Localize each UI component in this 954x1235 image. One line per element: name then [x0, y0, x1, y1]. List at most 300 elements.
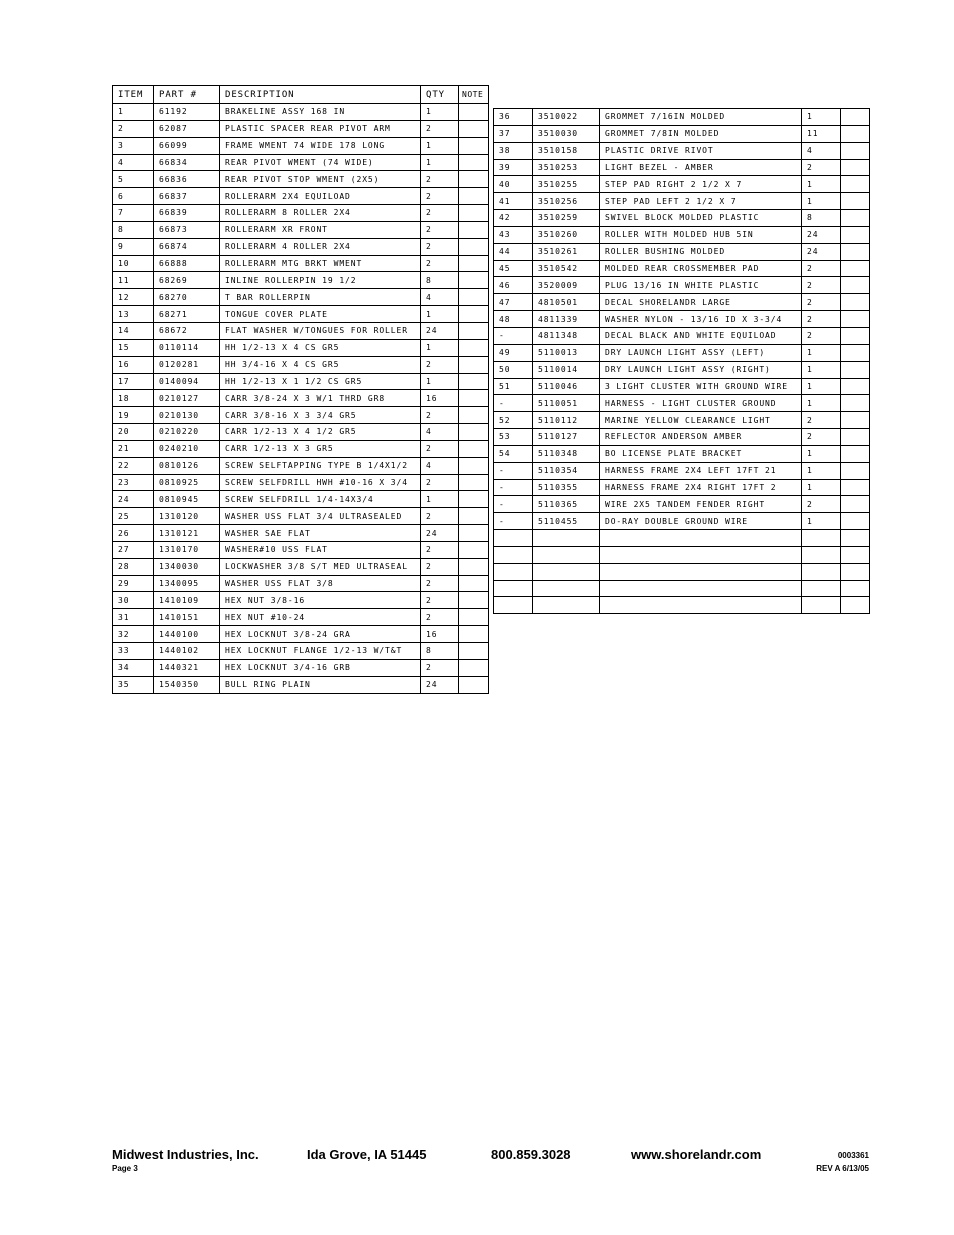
- cell-qty: 2: [421, 558, 459, 575]
- cell-item: 4: [113, 154, 154, 171]
- table-row: [494, 277, 870, 294]
- cell-qty: 1: [802, 361, 841, 378]
- table-row: [113, 474, 489, 491]
- cell-qty: 2: [421, 592, 459, 609]
- cell-description: GROMMET 7/8IN MOLDED: [600, 125, 802, 142]
- cell-qty: 24: [421, 322, 459, 339]
- cell-note: [841, 361, 870, 378]
- cell-description: HEX NUT #10-24: [220, 609, 421, 626]
- cell-item: -: [494, 327, 533, 344]
- cell-qty: [802, 563, 841, 580]
- footer-doc-number: 0003361: [837, 1151, 869, 1160]
- cell-qty: 1: [802, 176, 841, 193]
- cell-note: [459, 541, 489, 558]
- cell-description: HH 1/2-13 X 1 1/2 CS GR5: [220, 373, 421, 390]
- cell-part-number: 4811339: [533, 311, 600, 328]
- cell-part-number: 0140094: [154, 373, 220, 390]
- cell-note: [841, 597, 870, 614]
- cell-item: 50: [494, 361, 533, 378]
- cell-note: [459, 676, 489, 693]
- cell-item: 26: [113, 525, 154, 542]
- cell-note: [841, 277, 870, 294]
- cell-part-number: 1340095: [154, 575, 220, 592]
- cell-item: 30: [113, 592, 154, 609]
- footer-page: Page 3: [112, 1164, 138, 1173]
- cell-item: 44: [494, 243, 533, 260]
- cell-description: FRAME WMENT 74 WIDE 178 LONG: [220, 137, 421, 154]
- table-row: [113, 407, 489, 424]
- cell-part-number: 3520009: [533, 277, 600, 294]
- cell-note: [459, 609, 489, 626]
- cell-qty: 2: [421, 407, 459, 424]
- cell-qty: 2: [421, 356, 459, 373]
- cell-item: 17: [113, 373, 154, 390]
- table-header-row: [113, 86, 489, 104]
- cell-note: [841, 563, 870, 580]
- cell-description: DRY LAUNCH LIGHT ASSY (RIGHT): [600, 361, 802, 378]
- table-row: [494, 412, 870, 429]
- cell-item: 45: [494, 260, 533, 277]
- cell-qty: 1: [802, 445, 841, 462]
- cell-part-number: 3510260: [533, 226, 600, 243]
- cell-item: 21: [113, 440, 154, 457]
- cell-note: [459, 289, 489, 306]
- cell-item: 13: [113, 306, 154, 323]
- cell-note: [459, 120, 489, 137]
- cell-item: [494, 580, 533, 597]
- cell-item: 1: [113, 104, 154, 121]
- table-row: [113, 659, 489, 676]
- table-row: [113, 558, 489, 575]
- cell-note: [841, 445, 870, 462]
- cell-qty: 1: [802, 395, 841, 412]
- cell-description: HARNESS FRAME 2X4 LEFT 17FT 21: [600, 462, 802, 479]
- cell-note: [459, 171, 489, 188]
- cell-description: HH 3/4-16 X 4 CS GR5: [220, 356, 421, 373]
- cell-item: 32: [113, 626, 154, 643]
- table-row: [494, 193, 870, 210]
- cell-part-number: 5110046: [533, 378, 600, 395]
- cell-item: 29: [113, 575, 154, 592]
- cell-part-number: 3510259: [533, 210, 600, 227]
- cell-description: CARR 3/8-16 X 3 3/4 GR5: [220, 407, 421, 424]
- table-row: [113, 154, 489, 171]
- cell-item: 31: [113, 609, 154, 626]
- cell-part-number: 5110348: [533, 445, 600, 462]
- cell-qty: 24: [802, 243, 841, 260]
- table-row: [113, 322, 489, 339]
- table-row: [494, 479, 870, 496]
- cell-item: 34: [113, 659, 154, 676]
- cell-description: ROLLER WITH MOLDED HUB 5IN: [600, 226, 802, 243]
- table-row: [113, 609, 489, 626]
- cell-item: 52: [494, 412, 533, 429]
- cell-part-number: [533, 530, 600, 547]
- cell-description: BO LICENSE PLATE BRACKET: [600, 445, 802, 462]
- cell-note: [459, 491, 489, 508]
- cell-part-number: 0810925: [154, 474, 220, 491]
- cell-part-number: 5110014: [533, 361, 600, 378]
- table-row: [494, 294, 870, 311]
- cell-qty: 1: [802, 513, 841, 530]
- cell-item: 5: [113, 171, 154, 188]
- cell-item: 39: [494, 159, 533, 176]
- cell-qty: 24: [421, 676, 459, 693]
- table-row: [113, 104, 489, 121]
- cell-qty: 8: [421, 272, 459, 289]
- cell-part-number: 5110355: [533, 479, 600, 496]
- cell-item: 22: [113, 457, 154, 474]
- table-row: [494, 344, 870, 361]
- cell-note: [841, 159, 870, 176]
- table-row: [494, 445, 870, 462]
- cell-note: [841, 176, 870, 193]
- cell-description: HARNESS FRAME 2X4 RIGHT 17FT 2: [600, 479, 802, 496]
- cell-description: CARR 3/8-24 X 3 W/1 THRD GR8: [220, 390, 421, 407]
- table-row: [113, 643, 489, 660]
- table-row: [113, 491, 489, 508]
- cell-qty: 16: [421, 626, 459, 643]
- table-row: [113, 238, 489, 255]
- cell-note: [841, 260, 870, 277]
- cell-description: INLINE ROLLERPIN 19 1/2: [220, 272, 421, 289]
- cell-item: 53: [494, 429, 533, 446]
- cell-note: [841, 513, 870, 530]
- cell-item: 37: [494, 125, 533, 142]
- cell-note: [459, 188, 489, 205]
- cell-description: WASHER SAE FLAT: [220, 525, 421, 542]
- table-row: [113, 120, 489, 137]
- cell-note: [459, 457, 489, 474]
- cell-note: [459, 373, 489, 390]
- cell-description: HEX LOCKNUT 3/8-24 GRA: [220, 626, 421, 643]
- cell-note: [459, 407, 489, 424]
- cell-description: BULL RING PLAIN: [220, 676, 421, 693]
- cell-part-number: 1410151: [154, 609, 220, 626]
- cell-item: 24: [113, 491, 154, 508]
- table-row: [113, 356, 489, 373]
- cell-part-number: 1310121: [154, 525, 220, 542]
- cell-part-number: [533, 563, 600, 580]
- table-row: [113, 188, 489, 205]
- cell-note: [459, 575, 489, 592]
- cell-qty: 2: [802, 327, 841, 344]
- table-row: [494, 395, 870, 412]
- cell-qty: 2: [421, 188, 459, 205]
- cell-qty: [802, 597, 841, 614]
- cell-item: 40: [494, 176, 533, 193]
- cell-description: CARR 1/2-13 X 3 GR5: [220, 440, 421, 457]
- cell-note: [841, 462, 870, 479]
- cell-note: [459, 306, 489, 323]
- cell-qty: 2: [802, 294, 841, 311]
- cell-part-number: 1440321: [154, 659, 220, 676]
- cell-qty: 2: [421, 120, 459, 137]
- cell-qty: 2: [802, 311, 841, 328]
- table-row: [494, 546, 870, 563]
- cell-qty: 1: [802, 378, 841, 395]
- cell-item: 3: [113, 137, 154, 154]
- cell-qty: 2: [421, 238, 459, 255]
- table-row: [113, 676, 489, 693]
- cell-description: [600, 580, 802, 597]
- cell-part-number: 66873: [154, 221, 220, 238]
- cell-note: [841, 479, 870, 496]
- table-row: [494, 311, 870, 328]
- cell-description: REFLECTOR ANDERSON AMBER: [600, 429, 802, 446]
- table-row: [494, 563, 870, 580]
- cell-note: [841, 580, 870, 597]
- cell-item: 9: [113, 238, 154, 255]
- table-row: [113, 508, 489, 525]
- cell-note: [841, 546, 870, 563]
- cell-item: 41: [494, 193, 533, 210]
- table-row: [494, 142, 870, 159]
- table-row: [494, 125, 870, 142]
- cell-qty: 1: [421, 154, 459, 171]
- cell-description: TONGUE COVER PLATE: [220, 306, 421, 323]
- cell-qty: 1: [802, 109, 841, 126]
- cell-item: 12: [113, 289, 154, 306]
- cell-item: 42: [494, 210, 533, 227]
- table-row: [113, 255, 489, 272]
- cell-qty: 2: [421, 205, 459, 222]
- table-row: [494, 580, 870, 597]
- cell-note: [841, 125, 870, 142]
- cell-item: 14: [113, 322, 154, 339]
- cell-item: [494, 530, 533, 547]
- cell-part-number: 0810126: [154, 457, 220, 474]
- table-row: [494, 462, 870, 479]
- cell-part-number: 66839: [154, 205, 220, 222]
- cell-note: [841, 412, 870, 429]
- cell-part-number: [533, 597, 600, 614]
- table-row: [113, 171, 489, 188]
- footer-city: Ida Grove, IA 51445: [307, 1147, 427, 1162]
- cell-qty: 1: [421, 137, 459, 154]
- cell-part-number: 5110354: [533, 462, 600, 479]
- cell-description: ROLLER BUSHING MOLDED: [600, 243, 802, 260]
- cell-note: [841, 311, 870, 328]
- cell-note: [459, 474, 489, 491]
- cell-qty: 11: [802, 125, 841, 142]
- cell-note: [459, 205, 489, 222]
- cell-item: -: [494, 496, 533, 513]
- cell-qty: 1: [802, 344, 841, 361]
- cell-item: 15: [113, 339, 154, 356]
- cell-qty: 2: [802, 260, 841, 277]
- cell-description: HH 1/2-13 X 4 CS GR5: [220, 339, 421, 356]
- cell-note: [459, 238, 489, 255]
- cell-note: [841, 344, 870, 361]
- cell-item: 20: [113, 424, 154, 441]
- cell-note: [841, 294, 870, 311]
- cell-item: [494, 563, 533, 580]
- cell-part-number: [533, 546, 600, 563]
- table-row: [113, 373, 489, 390]
- cell-part-number: 1310120: [154, 508, 220, 525]
- cell-description: HEX NUT 3/8-16: [220, 592, 421, 609]
- cell-qty: 24: [802, 226, 841, 243]
- cell-qty: 16: [421, 390, 459, 407]
- cell-qty: 2: [802, 496, 841, 513]
- cell-note: [841, 429, 870, 446]
- cell-description: WASHER USS FLAT 3/8: [220, 575, 421, 592]
- cell-note: [459, 424, 489, 441]
- header-qty: QTY: [421, 86, 459, 104]
- cell-item: 10: [113, 255, 154, 272]
- cell-item: 54: [494, 445, 533, 462]
- cell-item: 46: [494, 277, 533, 294]
- cell-part-number: 1440102: [154, 643, 220, 660]
- cell-part-number: 4810501: [533, 294, 600, 311]
- header-note: NOTE: [459, 86, 489, 104]
- footer-revision: REV A 6/13/05: [816, 1164, 869, 1173]
- cell-description: HARNESS - LIGHT CLUSTER GROUND: [600, 395, 802, 412]
- cell-qty: 1: [802, 479, 841, 496]
- cell-item: -: [494, 479, 533, 496]
- table-row: [494, 226, 870, 243]
- table-row: [113, 272, 489, 289]
- cell-note: [459, 626, 489, 643]
- cell-note: [841, 142, 870, 159]
- cell-qty: 2: [802, 429, 841, 446]
- cell-qty: 2: [421, 221, 459, 238]
- cell-item: 36: [494, 109, 533, 126]
- cell-description: SCREW SELFTAPPING TYPE B 1/4X1/2: [220, 457, 421, 474]
- cell-item: 43: [494, 226, 533, 243]
- cell-note: [459, 440, 489, 457]
- cell-qty: 2: [421, 440, 459, 457]
- table-row: [113, 137, 489, 154]
- cell-qty: 2: [421, 575, 459, 592]
- cell-item: 48: [494, 311, 533, 328]
- cell-item: 23: [113, 474, 154, 491]
- table-row: [113, 575, 489, 592]
- cell-description: SCREW SELFDRILL HWH #10-16 X 3/4: [220, 474, 421, 491]
- table-row: [113, 525, 489, 542]
- cell-description: HEX LOCKNUT FLANGE 1/2-13 W/T&T: [220, 643, 421, 660]
- cell-part-number: 5110365: [533, 496, 600, 513]
- cell-note: [841, 496, 870, 513]
- cell-qty: [802, 580, 841, 597]
- cell-part-number: 5110051: [533, 395, 600, 412]
- cell-description: HEX LOCKNUT 3/4-16 GRB: [220, 659, 421, 676]
- cell-item: 25: [113, 508, 154, 525]
- cell-part-number: 5110013: [533, 344, 600, 361]
- cell-item: 35: [113, 676, 154, 693]
- cell-note: [841, 109, 870, 126]
- cell-part-number: 62087: [154, 120, 220, 137]
- cell-description: ROLLERARM MTG BRKT WMENT: [220, 255, 421, 272]
- cell-part-number: 66888: [154, 255, 220, 272]
- cell-qty: 1: [421, 339, 459, 356]
- cell-part-number: 61192: [154, 104, 220, 121]
- table-row: [113, 424, 489, 441]
- cell-part-number: 68270: [154, 289, 220, 306]
- table-row: [494, 159, 870, 176]
- cell-part-number: 3510542: [533, 260, 600, 277]
- cell-item: 51: [494, 378, 533, 395]
- cell-item: -: [494, 462, 533, 479]
- cell-qty: 2: [421, 659, 459, 676]
- cell-description: LOCKWASHER 3/8 S/T MED ULTRASEAL: [220, 558, 421, 575]
- cell-note: [459, 592, 489, 609]
- cell-part-number: 0120281: [154, 356, 220, 373]
- cell-note: [841, 327, 870, 344]
- cell-qty: 1: [802, 462, 841, 479]
- footer-company: Midwest Industries, Inc.: [112, 1147, 259, 1162]
- table-row: [113, 626, 489, 643]
- cell-part-number: 3510022: [533, 109, 600, 126]
- cell-part-number: 3510030: [533, 125, 600, 142]
- cell-qty: 8: [421, 643, 459, 660]
- cell-description: REAR PIVOT STOP WMENT (2X5): [220, 171, 421, 188]
- cell-note: [459, 154, 489, 171]
- cell-part-number: 0810945: [154, 491, 220, 508]
- cell-description: STEP PAD LEFT 2 1/2 X 7: [600, 193, 802, 210]
- cell-qty: 2: [421, 508, 459, 525]
- cell-item: 2: [113, 120, 154, 137]
- table-row: [113, 592, 489, 609]
- cell-part-number: 3510158: [533, 142, 600, 159]
- cell-description: ROLLERARM 8 ROLLER 2X4: [220, 205, 421, 222]
- cell-item: 38: [494, 142, 533, 159]
- cell-qty: [802, 546, 841, 563]
- table-row: [113, 457, 489, 474]
- cell-part-number: 1440100: [154, 626, 220, 643]
- cell-description: SWIVEL BLOCK MOLDED PLASTIC: [600, 210, 802, 227]
- cell-note: [841, 210, 870, 227]
- cell-part-number: 5110112: [533, 412, 600, 429]
- cell-item: [494, 546, 533, 563]
- cell-part-number: 1310170: [154, 541, 220, 558]
- cell-part-number: 66099: [154, 137, 220, 154]
- table-row: [494, 513, 870, 530]
- cell-qty: 4: [421, 457, 459, 474]
- cell-description: DECAL BLACK AND WHITE EQUILOAD: [600, 327, 802, 344]
- cell-note: [459, 643, 489, 660]
- cell-description: GROMMET 7/16IN MOLDED: [600, 109, 802, 126]
- table-row: [113, 390, 489, 407]
- cell-note: [459, 104, 489, 121]
- cell-part-number: 4811348: [533, 327, 600, 344]
- cell-description: BRAKELINE ASSY 168 IN: [220, 104, 421, 121]
- table-row: [494, 530, 870, 547]
- cell-description: DO-RAY DOUBLE GROUND WIRE: [600, 513, 802, 530]
- cell-note: [841, 193, 870, 210]
- cell-description: LIGHT BEZEL - AMBER: [600, 159, 802, 176]
- cell-qty: 1: [421, 104, 459, 121]
- cell-qty: 2: [802, 159, 841, 176]
- cell-item: 49: [494, 344, 533, 361]
- cell-item: 19: [113, 407, 154, 424]
- cell-description: PLASTIC DRIVE RIVOT: [600, 142, 802, 159]
- cell-qty: 2: [421, 609, 459, 626]
- header-part: PART #: [154, 86, 220, 104]
- cell-item: 18: [113, 390, 154, 407]
- table-row: [113, 306, 489, 323]
- table-row: [494, 243, 870, 260]
- cell-qty: 2: [421, 541, 459, 558]
- cell-part-number: 0240210: [154, 440, 220, 457]
- cell-item: 28: [113, 558, 154, 575]
- table-row: [494, 210, 870, 227]
- cell-description: 3 LIGHT CLUSTER WITH GROUND WIRE: [600, 378, 802, 395]
- cell-note: [841, 378, 870, 395]
- cell-qty: 1: [421, 491, 459, 508]
- table-row: [494, 176, 870, 193]
